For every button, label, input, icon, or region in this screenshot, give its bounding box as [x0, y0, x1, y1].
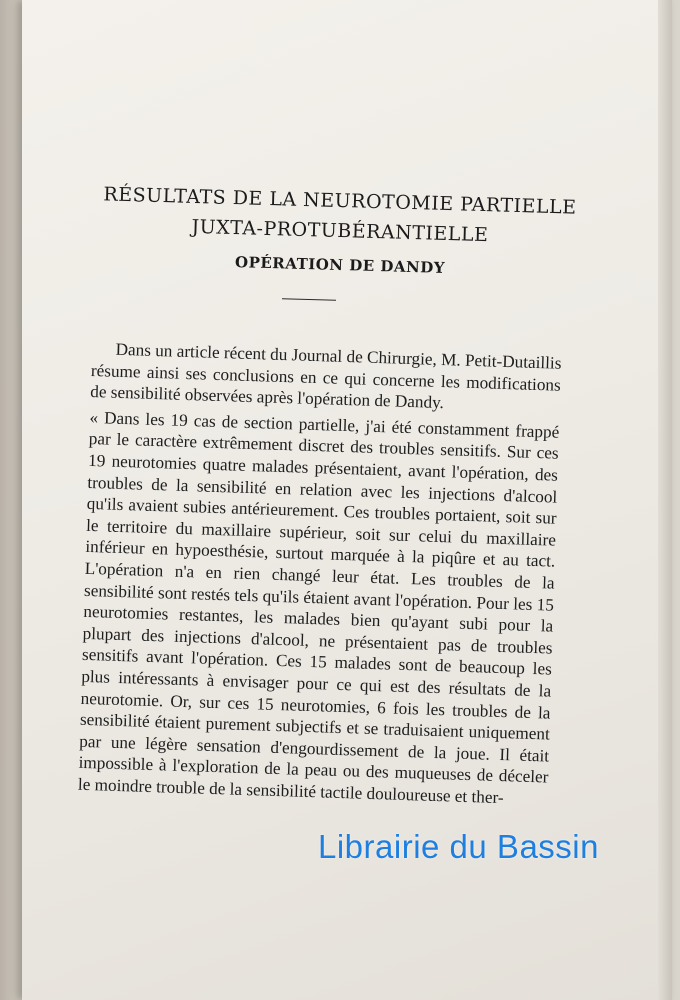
paragraph-intro: Dans un article récent du Journal de Chirurgie, M. Petit-Dutaillis résume ainsi ses conclusions en ce qui concerne les modifications de sensibilité observées après l'opération de Dandy. — [90, 339, 562, 413]
title-line-2: JUXTA-PROTUBÉRANTIELLE — [191, 215, 489, 247]
watermark-text: Librairie du Bassin — [318, 828, 599, 865]
body-text — [78, 338, 562, 810]
title-line-1: RÉSULTATS DE LA NEUROTOMIE PARTIELLE — [103, 183, 577, 219]
page-curl-edge — [658, 0, 672, 1000]
paragraph-quote: « Dans les 19 cas de section partielle, j'ai été constamment frappé par le caractère extrêmement discret des troubles sensitifs. Sur ces 19 neurotomies quatre malades présentaient, avant l'opération, des troubles de la sensibilité en relation avec les injections d'alcool qu'ils avaient subies antérieurement. Ces troubles portaient, soit sur le territoire du maxillaire supérieur, soit sur celui du maxillaire inférieur en hypoesthésie, surtout marquée à la piqûre et au tact. L'opération n'a en rien changé leur état. Les troubles de la sensibilité sont restés tels qu'ils étaient avant l'opération. Pour les 15 neurotomies restantes, les malades bien qu'ayant subi pour la plupart des injections d'alcool, ne présentaient pas de troubles sensitifs avant l'opération. Ces 15 malades sont de beaucoup les plus intéressants à envisager pour ce qui est des résultats de la neurotomie. Or, sur ces 15 neurotomies, 6 fois les troubles de la sensibilité étaient purement subjectifs et se traduisaient uniquement par une légère sensation d'engourdissement de la joue. Il était impossible à l'exploration de la peau ou des muqueuses de déceler le moindre trouble de la sensibilité tactile douloureuse et ther- — [77, 407, 560, 808]
subtitle: OPÉRATION DE DANDY — [234, 253, 446, 277]
